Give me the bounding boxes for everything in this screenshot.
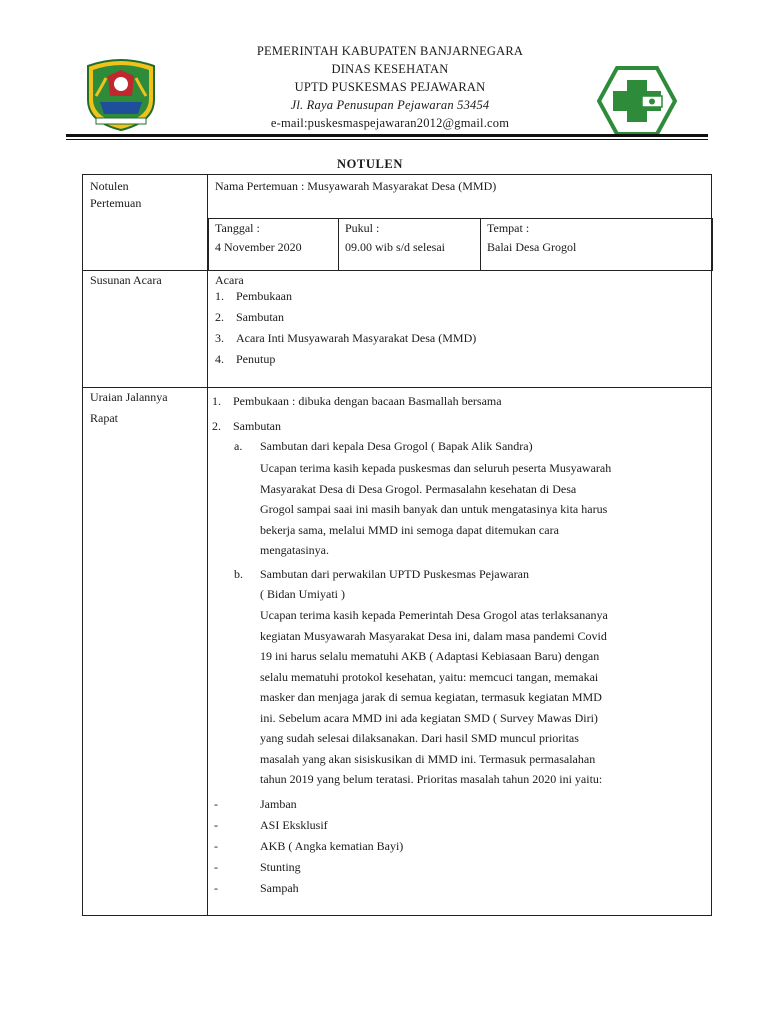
proceedings-item (212, 393, 502, 410)
minutes-table (82, 174, 712, 916)
priority-text: ASI Eksklusif (260, 818, 328, 832)
proceedings-item-number: 2. (212, 419, 221, 433)
proceedings-item-number: 1. (212, 394, 221, 408)
place-label: Tempat : (487, 221, 530, 235)
priority-item (214, 880, 299, 897)
letterhead-divider-thin (66, 139, 708, 140)
banjarnegara-emblem-logo (82, 56, 160, 132)
letterhead-government: PEMERINTAH KABUPATEN BANJARNEGARA (256, 44, 524, 58)
agenda-item (215, 330, 476, 347)
details-divider-2 (480, 218, 481, 271)
paragraph-line: selalu mematuhi protokol kesehatan, yaitu: memcuci tangan, memakai (260, 669, 599, 684)
agenda-item-number: 3. (215, 331, 224, 345)
agenda-item-number: 2. (215, 310, 224, 324)
document-title: NOTULEN (336, 157, 404, 171)
paragraph-line: masalah yang akan sisiskusikan di MMD ini. Termasuk permasalahan (260, 751, 596, 766)
priority-item (214, 859, 301, 876)
paragraph-line: Ucapan terima kasih kepada puskesmas dan seluruh peserta Musyawarah (260, 461, 612, 475)
agenda-label: Susunan Acara (90, 273, 162, 287)
letterhead-text (220, 42, 560, 132)
sub-item-title: Sambutan dari perwakilan UPTD Puskesmas Pejawaran (260, 567, 529, 581)
agenda-item-number: 4. (215, 352, 224, 366)
letterhead-address: Jl. Raya Penusupan Pejawaran 53454 (290, 98, 490, 112)
proceedings-item-text: Sambutan (233, 419, 281, 433)
proceedings-label (90, 387, 168, 429)
agenda-item (215, 351, 275, 368)
paragraph-line: Masyarakat Desa di Desa Grogol. Permasalahn kesehatan di Desa (260, 481, 577, 496)
date-label: Tanggal : (215, 221, 260, 235)
letterhead-department: DINAS KESEHATAN (331, 62, 449, 76)
priority-bullet: - (214, 797, 218, 811)
paragraph-line: Ucapan terima kasih kepada Pemerintah Desa Grogol atas terlaksananya (260, 608, 608, 622)
proceedings-item-text: Pembukaan : dibuka dengan bacaan Basmallah bersama (233, 394, 502, 408)
place-value: Balai Desa Grogol (487, 240, 577, 254)
paragraph-line: ini. Sebelum acara MMD ini ada kegiatan SMD ( Survey Mawas Diri) (260, 710, 598, 725)
date-value: 4 November 2020 (215, 240, 302, 254)
paragraph-line: bekerja sama, melalui MMD ini semoga dapat ditemukan cara (260, 522, 559, 537)
priority-text: Jamban (260, 797, 297, 811)
priority-bullet: - (214, 860, 218, 874)
time-label: Pukul : (345, 221, 380, 235)
sub-item-letter: b. (234, 567, 243, 581)
agenda-item-number: 1. (215, 289, 224, 303)
details-divider-1 (338, 218, 339, 271)
agenda-item-text: Penutup (236, 352, 276, 366)
priority-bullet: - (214, 839, 218, 853)
sub-item-letter: a. (234, 439, 243, 453)
paragraph-line: mengatasinya. (260, 543, 329, 557)
paragraph-line: 19 ini harus selalu mematuhi AKB ( Adaptasi Kebiasaan Baru) dengan (260, 649, 600, 663)
paragraph-line: kegiatan Musyawarah Masyarakat Desa ini, dalam masa pandemi Covid (260, 628, 607, 643)
place-field (487, 220, 576, 256)
priority-text: Sampah (260, 881, 299, 895)
agenda-item (215, 309, 284, 326)
paragraph-line: yang sudah selesai dilaksanakan. Dari hasil SMD muncul prioritas (260, 731, 579, 745)
date-field (215, 220, 302, 256)
time-field (345, 220, 445, 256)
letterhead-divider-thick (66, 134, 708, 137)
agenda-item-text: Acara Inti Musyawarah Masyarakat Desa (MMD) (236, 331, 477, 345)
paragraph-line: tahun 2019 yang belum teratasi. Prioritas masalah tahun 2020 ini yaitu: (260, 772, 603, 786)
time-value: 09.00 wib s/d selesai (345, 240, 445, 254)
agenda-heading: Acara (215, 273, 244, 287)
paragraph-line: Grogol sampai saai ini masih banyak dan untuk mengatasinya kita harus (260, 502, 608, 516)
agenda-item-text: Sambutan (236, 310, 284, 324)
priority-item (214, 817, 328, 834)
proceedings-item (212, 418, 281, 435)
proceedings-label-line1: Uraian Jalannya (90, 390, 168, 404)
priority-item (214, 838, 403, 855)
proceedings-label-line2: Rapat (90, 411, 118, 425)
priority-text: Stunting (260, 860, 301, 874)
sub-item-paragraph (260, 458, 704, 561)
priority-bullet: - (214, 881, 218, 895)
paragraph-line: masker dan menjaga jarak di semua kegiatan, termasuk kegiatan MMD (260, 690, 602, 704)
letterhead-institution: UPTD PUSKESMAS PEJAWARAN (294, 80, 486, 94)
meeting-label (90, 178, 141, 212)
letterhead-email: e-mail:puskesmaspejawaran2012@gmail.com (270, 116, 510, 130)
row-divider-2 (83, 387, 711, 388)
puskesmas-logo (597, 66, 677, 136)
priority-item (214, 796, 297, 813)
sub-item-speaker: ( Bidan Umiyati ) (260, 587, 345, 601)
agenda-item-text: Pembukaan (236, 289, 292, 303)
meeting-label-line1: Notulen (90, 179, 129, 193)
sub-item-title: Sambutan dari kepala Desa Grogol ( Bapak Alik Sandra) (260, 439, 533, 453)
sub-item-paragraph (260, 605, 704, 790)
agenda-item (215, 288, 292, 305)
meeting-label-line2: Pertemuan (90, 196, 142, 210)
priority-bullet: - (214, 818, 218, 832)
column-divider (207, 175, 208, 915)
meeting-name: Nama Pertemuan : Musyawarah Masyarakat Desa (MMD) (215, 179, 497, 193)
priority-text: AKB ( Angka kematian Bayi) (260, 839, 404, 853)
